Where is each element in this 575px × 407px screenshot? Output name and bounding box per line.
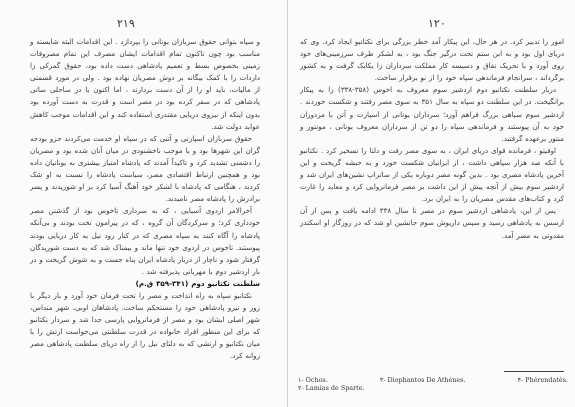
footnote-2: ۲- Lamias de Sparte. [298,384,365,392]
right-paragraph-3: اوفیتو ، فرمانده قوای دریای ایران ، به سوی مصر رفت و دلتا را تسخیر کرد . نکتانبو با آنکه صد هزار سپاهی داشت ، از ایرانیان شکست خورد و به حبشه گریخت و این آخرین پادشاه مصری بود . بدین گونه مصر دوباره یکی از ساتراپ نشین‌های ایران شد و اردشیر سوم بیش از آنچه پیش از این داشت بر مصر فرمانروایی کرد و معابد را غارت کرد و کتاب‌های مقدس مصریان را به ایران برد. [300,145,564,204]
right-page-body [300,36,564,242]
left-paragraph-4: نکتانبو سپاه به راه انداخت و مصر را تحت فرمان خود آورد و بار دیگر با زور و نیرو پادشاهی خود را مستحکم ساخت. پادشاهان اوبی، شهر منداس، شهر اصلی ایشان بود و مصر از فرمانروایی پارسی جدا شد و سردار نکتانبو که برای این منظور افراد خانواده در قدرت سلطنتی می‌خواست ارتش را با میان نکتانبو و ارتشی که به دلتای نیل را از راه دریای سلطنت پادشاهی مصر روانه کرد. [30,290,260,361]
footnote-3: ۳- Diophantos De Athènes. [379,376,466,384]
page-number-left: ۲۱۹ [117,17,135,30]
right-paragraph-4: پس از این، پادشاهی اردشیر سوم در مصر تا سال ۳۳۸ ادامه یافت و پس از آن ارسس به پادشاهی رسید و سپس داریوش سوم جانشین او شد که در روزگار او اسکندر مقدونی به مصر آمد. [300,206,564,240]
right-paragraph-1: امور را تدبیر کرد. در هر حال، این پیکار آمد خطر بزرگی برای نکتانبو ایجاد کرد. وی که دریای اول بود و به ابن ستم تحت درگیر جنگ بود ، به لشکر طرف سرزمینی‌های خود روی آورد و با تحریک نفاق و دسیسه کار مملکت سرداران را یکایک گرفت و به کشور برگرداند ، سرانجام فرماندهی سپاه خود را از نو برقرار ساخت. [300,37,564,83]
footnote-rule [504,371,564,372]
page-number-right: ۱۲۰ [428,17,446,30]
right-paragraph-2: دربار سلطنت نکتانبو دوم اردشیر سوم معروف به اخوس (۳۵۸-۳۳۸) را به پیکار برانگیخت. در این سلطنت دو سپاه به سال ۳۵۱ به سوی مصر رفتند و شکست خوردند . اردشیر سوم سپاهی بزرگ فراهم آورد؛ سرداران یونانی از اسپارت و آتن با مزدوران خود به آن پیوستند و فرماندهی سپاه را دو تن از سرداران معروف یونانی ، مونتور و منتور برعهده گرفتند. [300,85,564,143]
left-paragraph-1: و سپاه بتوانی حقوق سربازان یونانی را بپردازد . این اقدامات البته شایسته و مناسب بود چون تاکنون تمام اقدامات ایشان مصرف این تمام مصروفات زمینی بخصوص بسط و تعمیم پادشاهی دست داده بود، حقوق گمرکی را داردات را با کمک بیگانه بر دوش مصریان نهاده بود . ولی در مورد قسمتی از مالیات، باید او را از آن دست بردارند ، اما اکنون یا در ساحلی ساتی پادشاهی که در سفر کرده بود در مصر است و قدرت به دست آورده بود بدون اینکه از نیروی دریایی مقتدری استفاده کند و این اقدامات موجب کاهش عواید دولت شد. [30,37,260,131]
section-heading: سلطنت نکتانبو دوم (۳۴۱-۳۵۹ ق.م) [135,278,260,288]
footnote-4: ۴- Phérendatès. [517,376,568,384]
left-paragraph-2: حقوق سربازان اسپارتی و آتنی که در سپاه او خدمت می‌کردند جزو بودجه گران این شهرها بود و یا موجب ناخشنودی در میان آنان شده بود و مصریان را دشمنی تشدید کرد و تاکیداً آمدند که پادشاه امتیاز بیشتری به یونانیان داده بود و همچنین ارتباط اقتصادی مصر، سیاست پادشاه را نسبت به او شک کردند ، هنگامی که پادشاه با لشکر خود آهنگ آسیا کرد بر او شوریدند و پسر برادرش را پادشاه مصر نامیدند. [30,133,260,204]
left-page-body [30,36,260,363]
footnote-1: ۱- Ochos. [298,376,328,384]
left-paragraph-3: آخرالامر اردوی آسیایی ، که به سرداری تاخوس بود از گذشتن مصر خودداری کرد؛ و سرکردگان آن گروه ، که در پیرامون تخت بودند و بی‌آنکه پادشاه را آگاه کنند به سپاه مصری که در کنار رود نیل به کار دریایی بودند پیوستند. تاخوس در اردوی خود تنها ماند و بیمناک شد که به دست شوریدگان گرفتار شود و ناچار از دربار پادشاه ایران پناه جست و به شوش گریخت و در بار اردشیر دوم با مهربانی پذیرفته شد . [30,206,260,276]
footnotes [298,376,568,392]
left-page [0,0,287,407]
right-page [288,0,575,407]
